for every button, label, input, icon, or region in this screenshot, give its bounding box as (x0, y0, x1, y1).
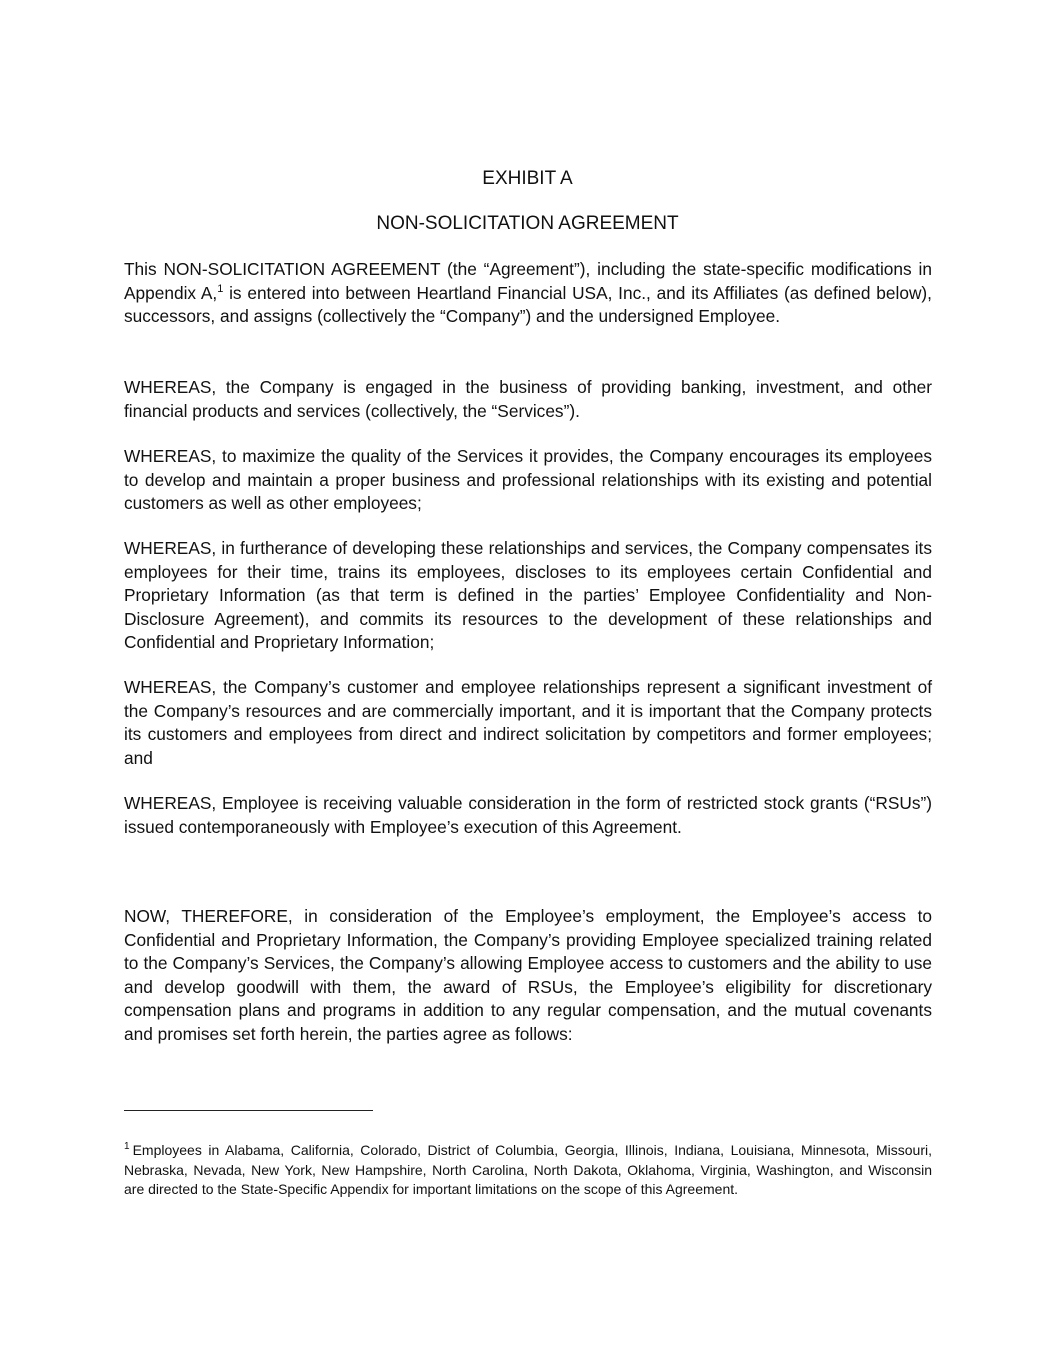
footnote-marker: 1 (124, 1141, 130, 1153)
exhibit-label: EXHIBIT A (482, 168, 573, 189)
footnote-text: Employees in Alabama, California, Colorado, District of Columbia, Georgia, Illinois, Indiana, Louisiana, Minnesota, Missouri, Nebraska, Nevada, New York, New Hampshire, North Carolina, North Dakota, Oklahoma, Virginia, Washington, and Wisconsin are directed to the State-Specific Appendix for important limitations on the scope of this Agreement. (124, 1142, 932, 1197)
footnote (124, 1141, 932, 1200)
footnote-reference: 1 (217, 282, 224, 295)
intro-paragraph (124, 258, 932, 329)
recital-paragraph: WHEREAS, the Company’s customer and employee relationships represent a significant investment of the Company’s resources and are commercially important, and it is important that the Company protects its customers and employees from direct and indirect solicitation by competitors and former employees; and (124, 677, 932, 768)
recital-paragraph: WHEREAS, to maximize the quality of the Services it provides, the Company encourages its employees to develop and maintain a proper business and professional relationships with its existing and potential customers as well as other employees; (124, 446, 932, 513)
recital-paragraph: WHEREAS, Employee is receiving valuable consideration in the form of restricted stock grants (“RSUs”) issued contemporaneously with Employee’s execution of this Agreement. (124, 793, 932, 837)
intro-text-continued: is entered into between Heartland Financial USA, Inc., and its Affiliates (as defined below), successors, and assigns (collectively the “Company”) and the undersigned Employee. (124, 282, 932, 326)
footnote-divider (124, 1110, 373, 1111)
now-therefore-paragraph: NOW, THEREFORE, in consideration of the Employee’s employment, the Employee’s access to Confidential and Proprietary Information, the Company’s providing Employee specialized training related to the Company’s Services, the Company’s allowing Employee access to customers and the ability to use and develop goodwill with them, the award of RSUs, the Employee’s eligibility for discretionary compensation plans and programs in addition to any regular compensation, and the mutual covenants and promises set forth herein, the parties agree as follows: (124, 906, 932, 1044)
recital-paragraph: WHEREAS, the Company is engaged in the business of providing banking, investment, and other financial products and services (collectively, the “Services”). (124, 377, 932, 421)
agreement-title: NON-SOLICITATION AGREEMENT (376, 213, 679, 234)
intro-text: This NON-SOLICITATION AGREEMENT (the “Agreement”), including the state-specific modifications in Appendix A, (124, 259, 932, 303)
recital-paragraph: WHEREAS, in furtherance of developing these relationships and services, the Company compensates its employees for their time, trains its employees, discloses to its employees certain Confidential and Proprietary Information (as that term is defined in the parties’ Employee Confidentiality and Non-Disclosure Agreement), and commits its resources to the development of these relationships and Confidential and Proprietary Information; (124, 538, 932, 652)
